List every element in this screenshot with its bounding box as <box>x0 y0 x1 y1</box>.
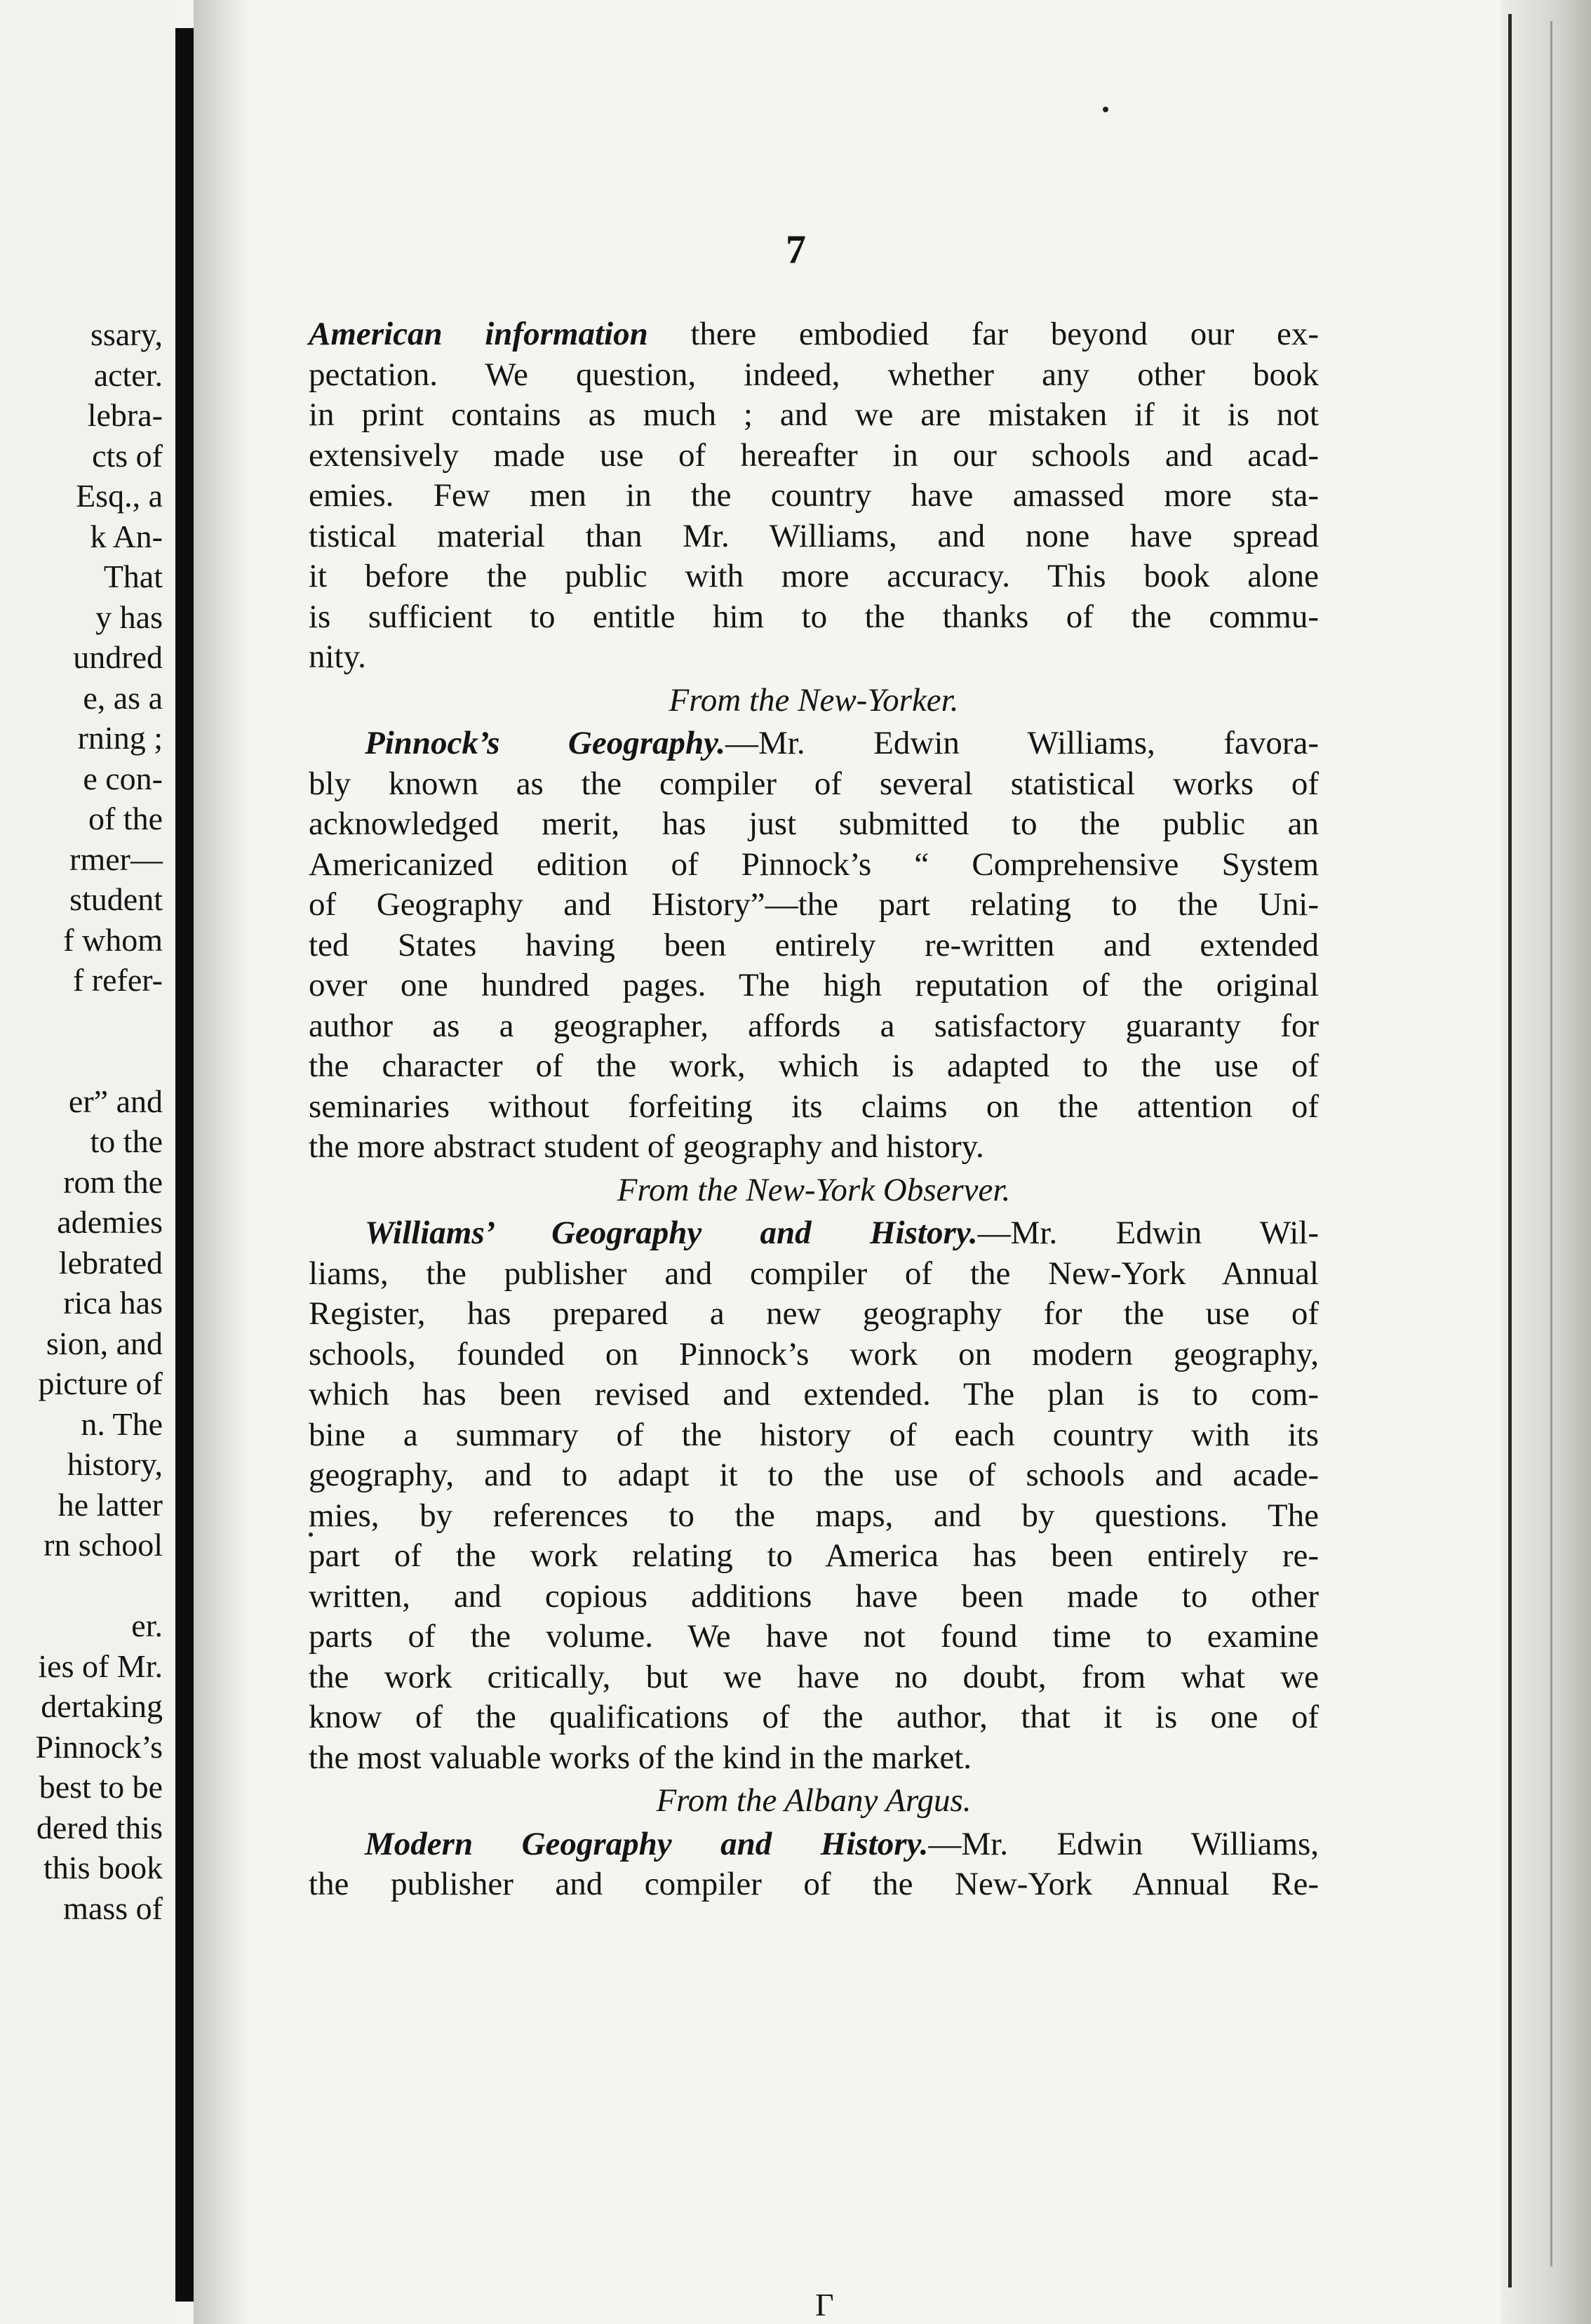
left-page-line: mass of <box>63 1890 163 1926</box>
text-line: bine a summary of the history of each country with its <box>309 1416 1319 1453</box>
left-page-line: ademies <box>57 1204 163 1240</box>
text-line: over one hundred pages. The high reputation of the original <box>309 967 1319 1003</box>
text-line: seminaries without forfeiting its claims on the attention of <box>309 1088 1319 1125</box>
text-line: Register, has prepared a new geography for the use of <box>309 1295 1319 1332</box>
text-line: ted States having been entirely re-written and extended <box>309 926 1319 963</box>
left-page-line: n. The <box>81 1405 163 1442</box>
text-line: pectation. We question, indeed, whether any other book <box>309 356 1319 393</box>
text-line: is sufficient to entitle him to the thanks of the commu- <box>309 598 1319 635</box>
text-line: schools, founded on Pinnock’s work on modern geography, <box>309 1335 1319 1373</box>
left-page-line: of the <box>88 801 163 836</box>
lead-phrase: Pinnock’s Geography. <box>365 725 726 761</box>
text-line: of Geography and History”—the part relating to the Uni- <box>309 886 1319 923</box>
left-page-line: k An- <box>90 518 163 554</box>
left-page-line: e con- <box>83 760 163 796</box>
left-facing-page <box>0 0 175 2324</box>
left-page-line: rmer— <box>69 841 163 877</box>
intro-paragraph <box>309 314 1319 678</box>
text-line: geography, and to adapt it to the use of schools and acade- <box>309 1457 1319 1493</box>
text-line: acknowledged merit, has just submitted to the public an <box>309 806 1319 842</box>
lead-phrase: Williams’ Geography and History. <box>365 1215 978 1251</box>
main-text <box>309 314 1319 1905</box>
text-line: which has been revised and extended. The plan is to com- <box>309 1376 1319 1413</box>
text-line: Williams’ Geography and History.—Mr. Edwin Wil- <box>365 1215 1319 1251</box>
left-page-line: ssary, <box>90 316 163 352</box>
left-page-line: Esq., a <box>76 478 163 514</box>
book-gutter <box>175 28 194 2302</box>
left-page-line: cts of <box>92 437 163 474</box>
left-page-line: rn school <box>43 1527 163 1563</box>
left-page-line: rom the <box>63 1163 163 1200</box>
left-page-line: student <box>69 881 163 917</box>
left-page-line: y has <box>95 599 163 635</box>
text-line: written, and copious additions have been made to other <box>309 1577 1319 1615</box>
left-page-line: rica has <box>63 1285 163 1321</box>
text-line: bly known as the compiler of several statistical works of <box>309 765 1319 802</box>
left-page-line: lebrated <box>58 1244 163 1281</box>
left-page-line: rning ; <box>77 720 163 756</box>
left-page-line: dertaking <box>41 1688 163 1724</box>
text-line: it before the public with more accuracy. This book alone <box>309 558 1319 594</box>
left-page-line: ies of Mr. <box>38 1648 163 1684</box>
text-line: the more abstract student of geography and history. <box>309 1128 984 1165</box>
left-page-line: undred <box>73 639 163 675</box>
left-page-line: picture of <box>38 1365 163 1401</box>
page-edge-line-inner <box>1550 21 1552 2266</box>
left-page-line: acter. <box>93 356 163 393</box>
text-line: in print contains as much ; and we are mistaken if it is not <box>309 396 1319 433</box>
text-line: Americanized edition of Pinnock’s “ Comprehensive System <box>309 846 1319 883</box>
text-line: the most valuable works of the kind in the market. <box>309 1739 972 1776</box>
review-paragraph <box>309 1213 1319 1778</box>
left-page-line: That <box>103 559 163 594</box>
gutter-shadow <box>194 0 250 2324</box>
left-page-line: Pinnock’s <box>35 1728 163 1765</box>
lead-phrase: American information <box>309 316 648 352</box>
section-heading: From the Albany Argus. <box>656 1782 972 1819</box>
text-line: American information there embodied far beyond our ex- <box>309 316 1319 352</box>
lead-phrase: Modern Geography and History. <box>365 1825 929 1862</box>
text-line: parts of the volume. We have not found time to examine <box>309 1618 1319 1655</box>
left-page-line: f refer- <box>72 962 163 998</box>
left-page-line: e, as a <box>83 679 163 716</box>
page-edge-line <box>1508 14 1512 2288</box>
left-page-line: lebra- <box>87 397 163 433</box>
text-line: Pinnock’s Geography.—Mr. Edwin Williams, favora- <box>365 725 1319 761</box>
text-line: extensively made use of hereafter in our schools and acad- <box>309 436 1319 474</box>
text-line: Modern Geography and History.—Mr. Edwin Williams, <box>365 1825 1319 1862</box>
text-line: the work critically, but we have no doubt, from what we <box>309 1658 1319 1695</box>
text-line: liams, the publisher and compiler of the New-York Annual <box>309 1255 1319 1292</box>
text-line: tistical material than Mr. Williams, and none have spread <box>309 517 1319 554</box>
ink-speck <box>1103 107 1108 112</box>
left-page-line: er. <box>131 1608 163 1643</box>
text-line: mies, by references to the maps, and by questions. The <box>309 1497 1319 1534</box>
left-page-line <box>36 1041 163 1081</box>
left-page-line: history, <box>67 1446 163 1482</box>
left-page-line: he latter <box>58 1486 163 1523</box>
review-paragraph <box>309 723 1319 1168</box>
text-line: part of the work relating to America has been entirely re- <box>309 1537 1319 1574</box>
text-line: the publisher and compiler of the New-York Annual Re- <box>309 1866 1319 1902</box>
left-page-line: dered this <box>36 1809 163 1845</box>
left-page-text <box>36 314 163 1928</box>
left-page-line: to the <box>90 1123 163 1159</box>
bottom-margin-mark: Γ <box>815 2287 834 2323</box>
left-page-line <box>36 1565 163 1606</box>
page-edge <box>1501 0 1591 2324</box>
left-page-line: er” and <box>68 1083 163 1119</box>
left-page-line <box>36 1001 163 1041</box>
section-heading: From the New-York Observer. <box>617 1171 1011 1208</box>
section-heading: From the New-Yorker. <box>669 681 959 719</box>
left-page-line: sion, and <box>46 1325 163 1361</box>
review-paragraph <box>309 1824 1319 1905</box>
page-number: 7 <box>786 227 806 272</box>
left-page-line: f whom <box>63 921 163 958</box>
text-line: emies. Few men in the country have amassed more sta- <box>309 477 1319 514</box>
text-line: nity. <box>309 639 366 675</box>
left-page-line: best to be <box>39 1769 163 1805</box>
left-page-line: this book <box>43 1850 163 1885</box>
text-line: the character of the work, which is adapted to the use of <box>309 1048 1319 1084</box>
text-line: know of the qualifications of the author, that it is one of <box>309 1699 1319 1735</box>
text-line: author as a geographer, affords a satisfactory guaranty for <box>309 1007 1319 1044</box>
